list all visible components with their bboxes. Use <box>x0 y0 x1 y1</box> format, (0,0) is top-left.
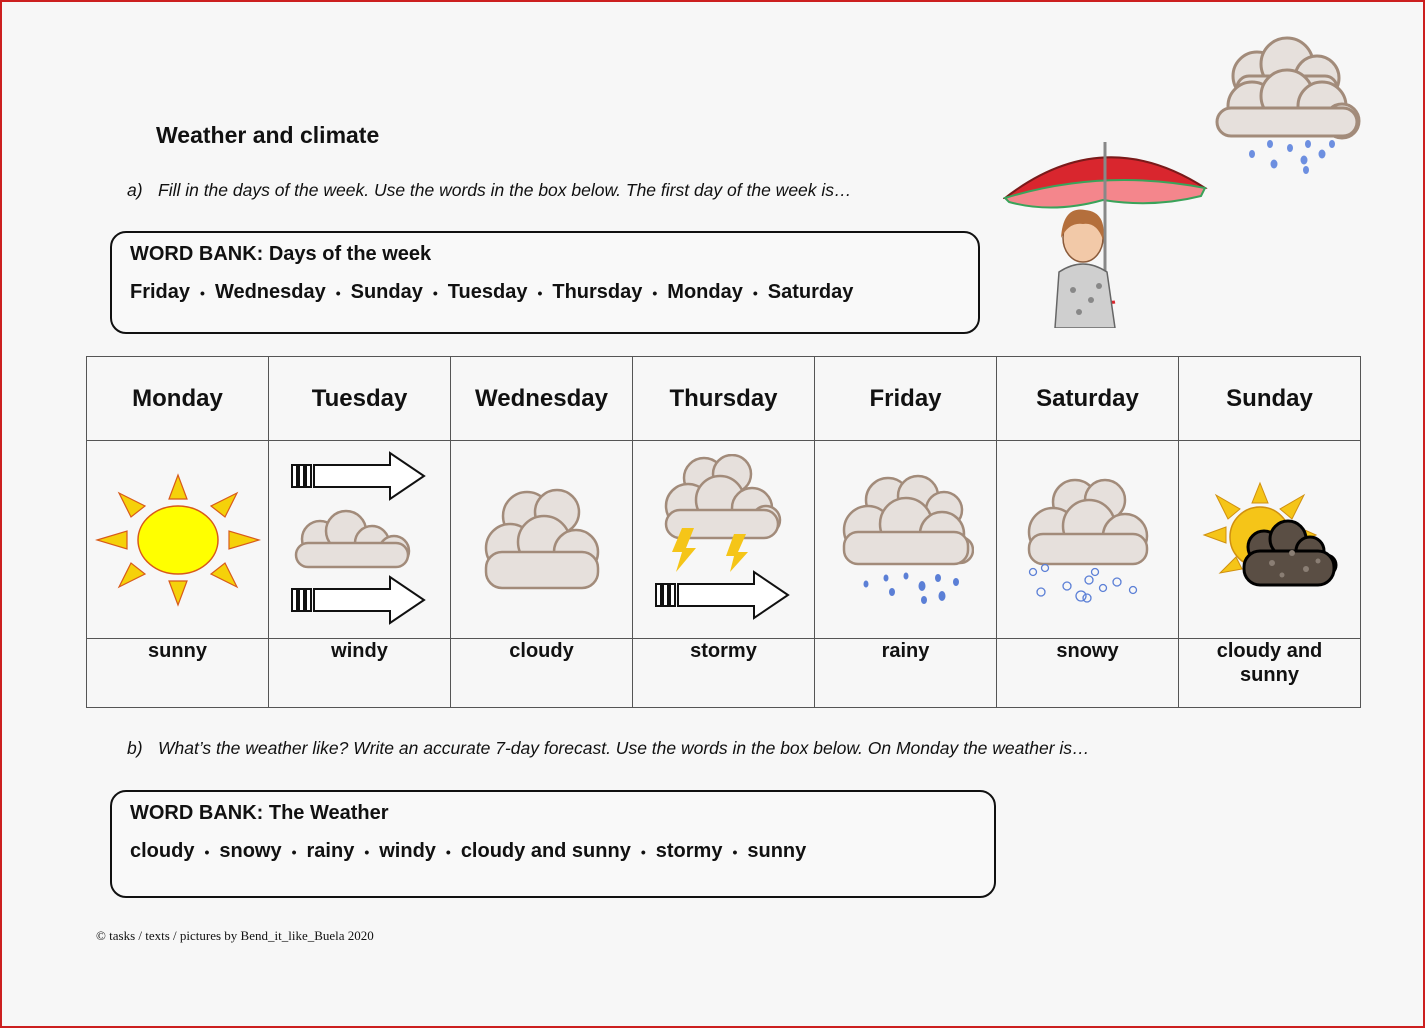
day-cell: Sunday <box>1179 357 1361 441</box>
wordbank-word: Friday <box>130 281 191 303</box>
task-a-label: a) <box>127 180 143 200</box>
wordbank-word: Thursday <box>552 281 643 303</box>
bullet-separator: • <box>445 843 451 860</box>
page-title: Weather and climate <box>156 122 380 148</box>
weather-word-row <box>87 639 1361 708</box>
day-cell: Saturday <box>997 357 1179 441</box>
picture-cell <box>1179 441 1361 639</box>
wordbank-days-words <box>130 281 960 304</box>
bullet-separator: • <box>732 843 738 860</box>
girl-with-umbrella-icon <box>1003 140 1208 328</box>
day-cell: Thursday <box>633 357 815 441</box>
wordbank-word: sunny <box>747 840 807 862</box>
task-b-text: What’s the weather like? Write an accurate 7-day forecast. Use the words in the box below. On Monday the weather is… <box>158 738 1090 758</box>
weather-cell: cloudy and sunny <box>1179 639 1361 708</box>
task-b-label: b) <box>127 738 143 758</box>
wordbank-weather-words <box>130 840 976 863</box>
picture-cell <box>87 441 269 639</box>
rain-cloud-icon <box>838 474 974 606</box>
cloud-icon <box>482 486 602 594</box>
snow-cloud-icon <box>1023 476 1153 604</box>
wordbank-word: Monday <box>667 281 743 303</box>
wordbank-days <box>110 231 980 334</box>
bullet-separator: • <box>204 843 210 860</box>
bullet-separator: • <box>537 284 543 301</box>
bullet-separator: • <box>335 284 341 301</box>
wordbank-word: cloudy <box>130 840 195 862</box>
task-a-text: Fill in the days of the week. Use the words in the box below. The first day of the week is… <box>158 180 852 200</box>
weather-cell: windy <box>269 639 451 708</box>
wordbank-word: Saturday <box>767 281 854 303</box>
day-cell: Wednesday <box>451 357 633 441</box>
sun-behind-cloud-icon <box>1202 481 1338 599</box>
weather-cell: snowy <box>997 639 1179 708</box>
bullet-separator: • <box>432 284 438 301</box>
wordbank-days-title: WORD BANK: Days of the week <box>130 243 432 265</box>
weather-cell: sunny <box>87 639 269 708</box>
picture-cell <box>633 441 815 639</box>
picture-cell <box>815 441 997 639</box>
bullet-separator: • <box>200 284 205 301</box>
wordbank-word: rainy <box>306 840 355 862</box>
copyright-credit: © tasks / texts / pictures by Bend_it_like_Buela 2020 <box>96 928 374 943</box>
wordbank-word: Wednesday <box>214 281 326 303</box>
day-cell: Friday <box>815 357 997 441</box>
weather-cell: cloudy <box>451 639 633 708</box>
wind-cloud-icon <box>290 451 430 629</box>
picture-row <box>87 441 1361 639</box>
task-b-instruction <box>127 738 1090 759</box>
bullet-separator: • <box>640 843 646 860</box>
wordbank-word: Tuesday <box>447 281 528 303</box>
wordbank-weather-title: WORD BANK: The Weather <box>130 802 389 824</box>
picture-cell <box>997 441 1179 639</box>
day-cell: Monday <box>87 357 269 441</box>
weather-cell: stormy <box>633 639 815 708</box>
sun-icon <box>95 473 261 607</box>
day-cell: Tuesday <box>269 357 451 441</box>
picture-cell <box>269 441 451 639</box>
weather-cell: rainy <box>815 639 997 708</box>
picture-cell <box>451 441 633 639</box>
wordbank-word: snowy <box>219 840 282 862</box>
bullet-separator: • <box>364 843 370 860</box>
wordbank-word: stormy <box>655 840 723 862</box>
wordbank-weather <box>110 790 996 898</box>
wordbank-word: cloudy and sunny <box>460 840 631 862</box>
task-a-instruction <box>127 180 852 201</box>
bullet-separator: • <box>652 284 658 301</box>
weather-table <box>86 356 1361 708</box>
storm-cloud-icon <box>654 454 794 626</box>
wordbank-word: windy <box>379 840 436 862</box>
wordbank-word: Sunday <box>350 281 423 303</box>
bullet-separator: • <box>752 284 758 301</box>
rain-cloud-icon <box>1212 36 1364 176</box>
day-row <box>87 357 1361 441</box>
bullet-separator: • <box>291 843 297 860</box>
